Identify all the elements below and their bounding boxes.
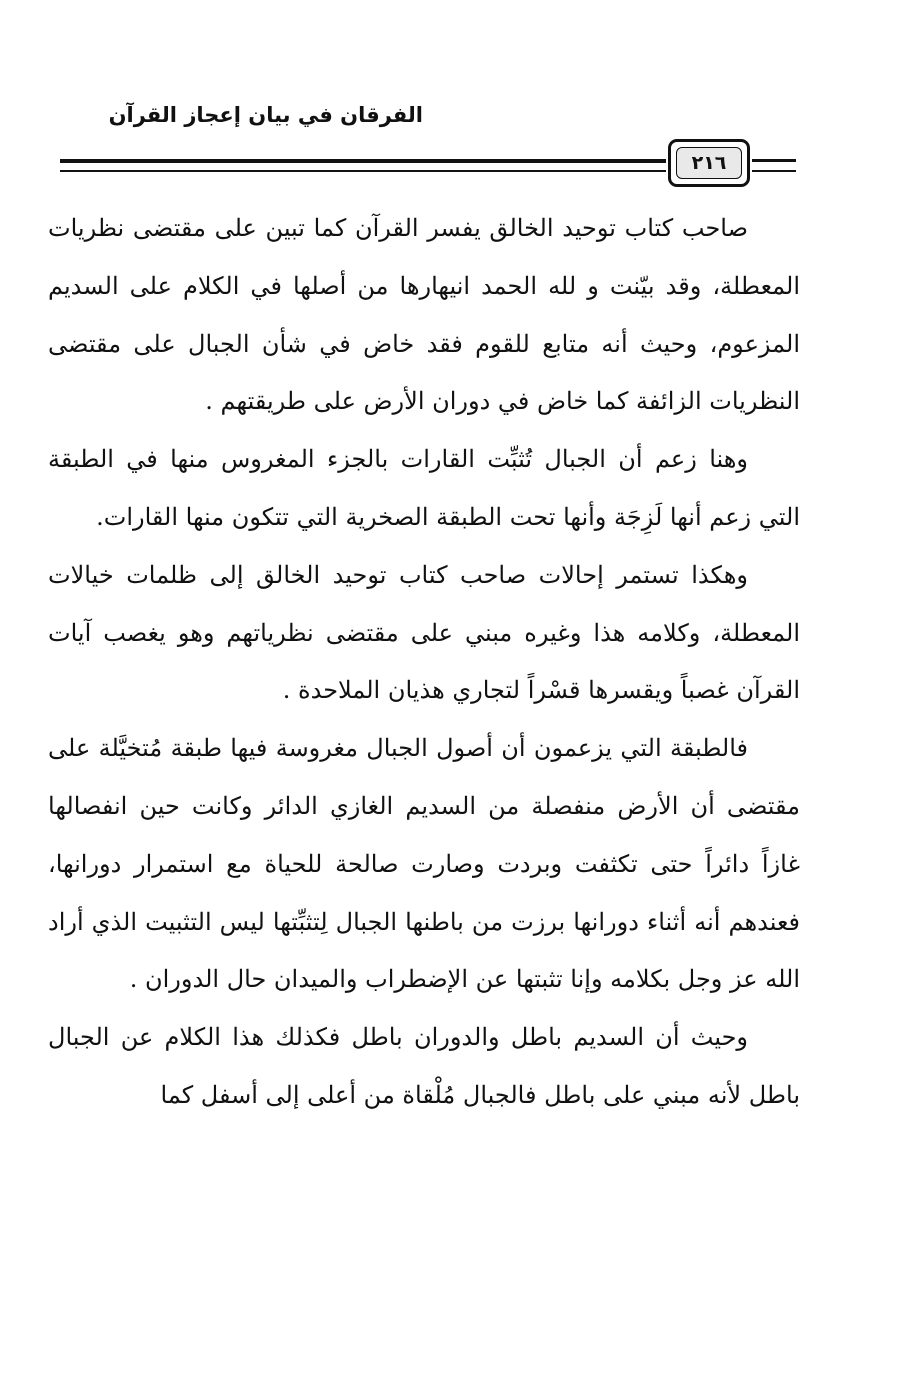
paragraph: وحيث أن السديم باطل والدوران باطل فكذلك هذا الكلام عن الجبال باطل لأنه مبني على باطل فالجبال مُلْقاة من أعلى إلى أسفل كما bbox=[48, 1023, 800, 1109]
paragraph: وهكذا تستمر إحالات صاحب كتاب توحيد الخالق إلى ظلمات خيالات المعطلة، وكلامه هذا وغيره مبني على مقتضى نظرياتهم وهو يغصب آيات القرآن غصباً ويقسرها قسْراً لتجاري هذيان الملاحدة . bbox=[48, 560, 800, 705]
body-text bbox=[48, 200, 800, 1125]
paragraph: وهنا زعم أن الجبال تُثبِّت القارات بالجزء المغروس منها في الطبقة التي زعم أنها لَزِجَة وأنها تحت الطبقة الصخرية التي تتكون منها القارات. bbox=[48, 445, 800, 531]
header-rule-thin bbox=[60, 170, 666, 172]
header-rule-right-thin bbox=[752, 170, 796, 172]
page-number-frame bbox=[668, 139, 750, 187]
running-title: الفرقان في بيان إعجاز القرآن bbox=[108, 103, 423, 127]
header-rule-right-thick bbox=[752, 159, 796, 162]
header-rule-thick bbox=[60, 159, 666, 163]
paragraph: فالطبقة التي يزعمون أن أصول الجبال مغروسة فيها طبقة مُتخيَّلة على مقتضى أن الأرض منفصلة من السديم الغازي الدائر وكانت حين انفصالها غازاً دائراً حتى تكثفت وبردت وصارت صالحة للحياة مع استمرار دورانها، فعندهم أنه أثناء دورانها برزت من باطنها الجبال لِتثبِّتها ليس التثبيت الذي أراد الله عز وجل بكلامه وإنا تثبتها عن الإضطراب والميدان حال الدوران . bbox=[48, 734, 800, 994]
page-number: ٢١٦ bbox=[676, 147, 742, 179]
paragraph: صاحب كتاب توحيد الخالق يفسر القرآن كما تبين على مقتضى نظريات المعطلة، وقد بيّنت و لله الحمد انيهارها من أصلها في الكلام على السديم المزعوم، وحيث أنه متابع للقوم فقد خاض في شأن الجبال على مقتضى النظريات الزائفة كما خاض في دوران الأرض على طريقتهم . bbox=[48, 214, 800, 416]
